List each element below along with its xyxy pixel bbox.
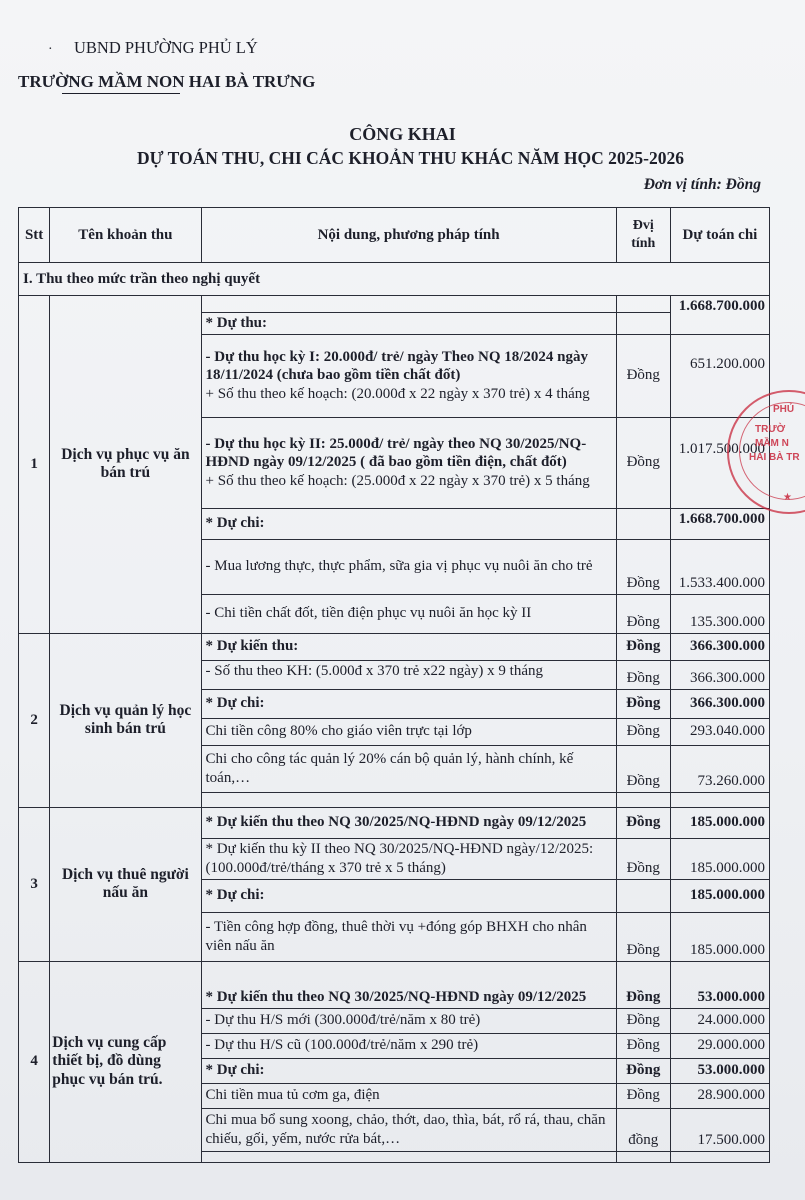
g2-r2-content: Chi tiền công 80% cho giáo viên trực tại lớp [201,718,616,745]
g4-r2-unit: Đồng [616,1033,670,1058]
g1-total: 1.668.700.000 [670,296,769,335]
g4-chi-amount: 53.000.000 [670,1058,769,1083]
g2-r3-unit: Đồng [616,745,670,792]
g3-name: Dịch vụ thuê người nấu ăn [50,807,201,961]
bullet-mark: · [48,42,53,57]
g2-r2-unit: Đồng [616,718,670,745]
budget-table [18,207,770,1163]
g4-thu-amount: 53.000.000 [670,961,769,1008]
g4-r3-unit: Đồng [616,1083,670,1108]
g3-r2-amount: 185.000.000 [670,912,769,961]
g3-chi-amount: 185.000.000 [670,879,769,912]
g4-chi-unit: Đồng [616,1058,670,1083]
g2-r2-amount: 293.040.000 [670,718,769,745]
g2-r1-amount: 366.300.000 [670,660,769,689]
header-underline [62,93,180,94]
section-title: I. Thu theo mức trần theo nghị quyết [19,263,770,296]
g1-name: Dịch vụ phục vụ ăn bán trú [50,296,201,634]
g2-thu-label: * Dự kiến thu: [201,633,616,660]
stamp-text-1: PHỦ [773,404,795,415]
g4-thu-label: * Dự kiến thu theo NQ 30/2025/NQ-HĐND ngày 09/12/2025 [201,961,616,1008]
g1-r4-unit: Đồng [616,594,670,633]
g4-r4-content: Chi mua bổ sung xoong, chảo, thớt, dao, thìa, bát, rổ rá, thau, chăn chiếu, gối, yếm, nước rửa bát,… [201,1108,616,1151]
stamp-text-3: MẦM N [755,438,789,449]
g1-r2-plain: + Số thu theo kế hoạch: (25.000đ x 22 ngày x 370 trẻ) x 5 tháng [205,472,590,489]
g2-r1-unit: Đồng [616,660,670,689]
header-name: Tên khoản thu [50,208,201,263]
doc-subtitle: DỰ TOÁN THU, CHI CÁC KHOẢN THU KHÁC NĂM HỌC 2025-2026 [137,148,684,168]
g4-r2-content: - Dự thu H/S cũ (100.000đ/trẻ/năm x 290 trẻ) [201,1033,616,1058]
g2-r3-amount: 73.260.000 [670,745,769,792]
g2-thu-amount: 366.300.000 [670,633,769,660]
g2-chi-amount: 366.300.000 [670,689,769,718]
g4-r1-unit: Đồng [616,1008,670,1033]
stamp-text-4: HAI BÀ TR [749,452,800,463]
g4-name: Dịch vụ cung cấp thiết bị, đồ dùng phục vụ bán trú. [50,961,201,1162]
g4-r4-amount: 17.500.000 [670,1108,769,1151]
stamp-text-2: TRƯỜ [755,424,786,435]
star-icon: ★ [783,492,792,503]
g3-thu-amount: 185.000.000 [670,807,769,838]
g1-r1-unit: Đồng [616,334,670,417]
g3-r1-unit: Đồng [616,838,670,879]
header-stt: Stt [19,208,50,263]
doc-title: CÔNG KHAI [349,124,456,144]
g2-chi-label: * Dự chi: [201,689,616,718]
g2-r3-content: Chi cho công tác quản lý 20% cán bộ quản lý, hành chính, kế toán,… [201,745,616,792]
g3-thu-label: * Dự kiến thu theo NQ 30/2025/NQ-HĐND ngày 09/12/2025 [201,807,616,838]
org-name-ward: UBND PHƯỜNG PHỦ LÝ [74,38,258,57]
g1-r2-bold: - Dự thu học kỳ II: 25.000đ/ trẻ/ ngày theo NQ 30/2025/NQ-HĐND ngày 09/12/2025 ( đã bao gồm tiền điện, chất đốt) [205,435,587,471]
g1-stt: 1 [19,296,50,634]
g4-r1-content: - Dự thu H/S mới (300.000đ/trẻ/năm x 80 trẻ) [201,1008,616,1033]
g3-r2-unit: Đồng [616,912,670,961]
g3-thu-unit: Đồng [616,807,670,838]
g4-r3-content: Chi tiền mua tủ cơm ga, điện [201,1083,616,1108]
g2-stt: 2 [19,633,50,807]
g2-name: Dịch vụ quản lý học sinh bán trú [50,633,201,807]
g2-thu-unit: Đồng [616,633,670,660]
g4-r3-amount: 28.900.000 [670,1083,769,1108]
g4-r2-amount: 29.000.000 [670,1033,769,1058]
header-amount: Dự toán chi [670,208,769,263]
g3-r1-amount: 185.000.000 [670,838,769,879]
header-unit: Đvị tính [616,208,670,263]
g3-stt: 3 [19,807,50,961]
g1-r4-content: - Chi tiền chất đốt, tiền điện phục vụ nuôi ăn học kỳ II [201,594,616,633]
g1-r3-content: - Mua lương thực, thực phẩm, sữa gia vị phục vụ nuôi ăn cho trẻ [201,539,616,594]
g1-r3-amount: 1.533.400.000 [670,539,769,594]
g1-chi-label: * Dự chi: [201,508,616,539]
g1-r4-amount: 135.300.000 [670,594,769,633]
g1-r1-bold: - Dự thu học kỳ I: 20.000đ/ trẻ/ ngày Theo NQ 18/2024 ngày 18/11/2024 (chưa bao gồm tiền chất đốt) [205,348,589,384]
g4-stt: 4 [19,961,50,1162]
g1-r3-unit: Đồng [616,539,670,594]
section-row [19,263,770,296]
table-header-row [19,208,770,263]
g3-chi-label: * Dự chi: [201,879,616,912]
table-row [19,807,770,838]
g2-chi-unit: Đồng [616,689,670,718]
org-name-school: TRƯỜNG MẦM NON HAI BÀ TRƯNG [18,72,316,91]
g1-r1-plain: + Số thu theo kế hoạch: (20.000đ x 22 ngày x 370 trẻ) x 4 tháng [205,385,590,402]
table-row [19,296,770,313]
g1-r2-amount: 1.017.500.000 [670,417,769,508]
g1-r2-unit: Đồng [616,417,670,508]
header-content: Nội dung, phương pháp tính [201,208,616,263]
g1-thu-label: * Dự thu: [201,313,616,335]
g4-thu-unit: Đồng [616,961,670,1008]
g1-r1-amount: 651.200.000 [670,334,769,417]
unit-note: Đơn vị tính: Đồng [643,176,761,193]
table-row [19,961,770,1008]
g1-chi-total: 1.668.700.000 [670,508,769,539]
g4-r1-amount: 24.000.000 [670,1008,769,1033]
g4-r4-unit: đồng [616,1108,670,1151]
table-row [19,633,770,660]
g3-r2-content: - Tiền công hợp đồng, thuê thời vụ +đóng góp BHXH cho nhân viên nấu ăn [201,912,616,961]
g2-r1-content: - Số thu theo KH: (5.000đ x 370 trẻ x22 ngày) x 9 tháng [201,660,616,689]
g3-r1-content: * Dự kiến thu kỳ II theo NQ 30/2025/NQ-HĐND ngày/12/2025: (100.000đ/trẻ/tháng x 370 trẻ x 5 tháng) [201,838,616,879]
g4-chi-label: * Dự chi: [201,1058,616,1083]
stamp-inner-ring [739,402,805,500]
